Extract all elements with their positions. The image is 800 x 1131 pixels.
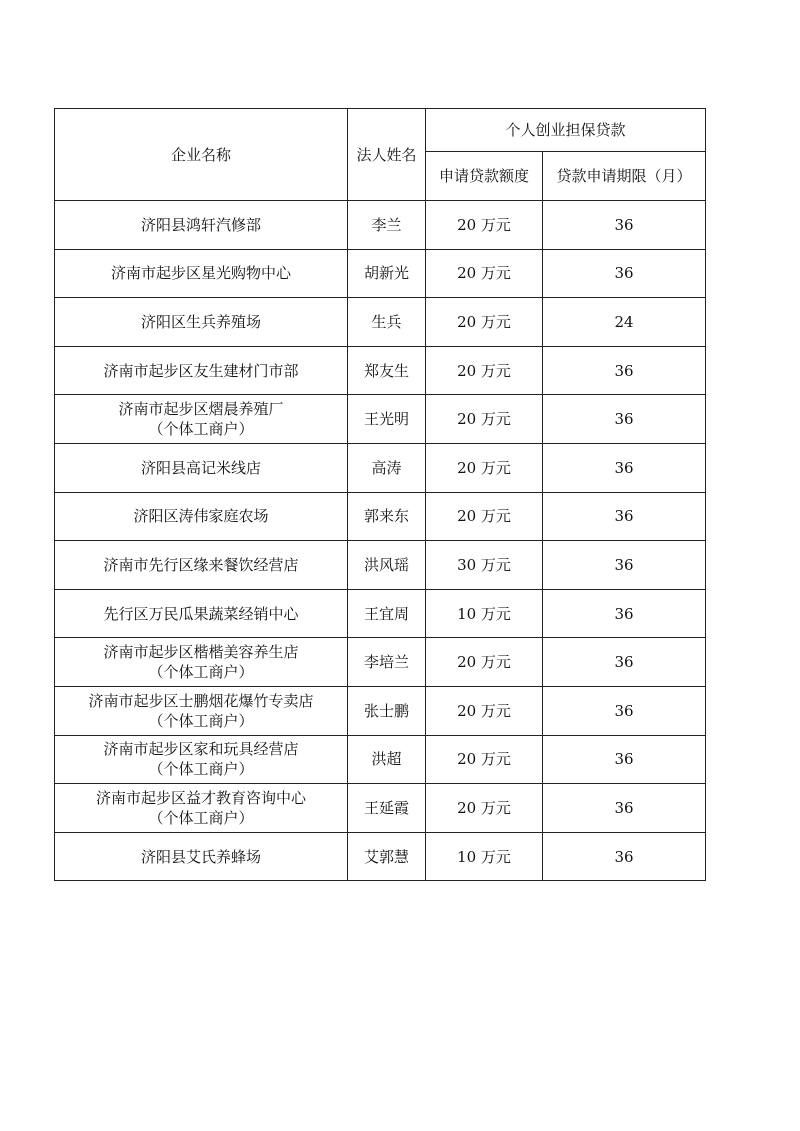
loan-amount-cell: 20 万元 (426, 298, 543, 347)
table-row (55, 686, 706, 735)
company-name-cell (55, 395, 348, 444)
loan-amount-cell: 20 万元 (426, 346, 543, 395)
header-loan-amount: 申请贷款额度 (426, 152, 543, 201)
company-name-cell (55, 443, 348, 492)
company-type-note: （个体工商户） (148, 760, 254, 779)
company-name: 济阳县高记米线店 (140, 458, 261, 477)
company-name: 先行区万民瓜果蔬菜经销中心 (103, 604, 299, 623)
table-body (55, 201, 706, 881)
loan-term-cell: 36 (543, 832, 706, 881)
legal-person-cell: 胡新光 (348, 249, 426, 298)
loan-term-cell: 36 (543, 638, 706, 687)
loan-amount-cell: 10 万元 (426, 832, 543, 881)
legal-person-cell: 王宜周 (348, 589, 426, 638)
table-row (55, 201, 706, 250)
legal-person-cell: 王光明 (348, 395, 426, 444)
loan-term-cell: 36 (543, 249, 706, 298)
legal-person-cell: 高涛 (348, 443, 426, 492)
header-company-name: 企业名称 (55, 109, 348, 201)
company-type-note: （个体工商户） (148, 711, 254, 730)
loan-table (54, 108, 706, 881)
legal-person-cell: 郑友生 (348, 346, 426, 395)
loan-amount-cell: 20 万元 (426, 492, 543, 541)
legal-person-cell: 洪超 (348, 735, 426, 784)
legal-person-cell: 生兵 (348, 298, 426, 347)
company-name-cell (55, 346, 348, 395)
loan-term-cell: 24 (543, 298, 706, 347)
company-name-cell (55, 735, 348, 784)
loan-amount-cell: 20 万元 (426, 686, 543, 735)
company-name: 济南市起步区楷楷美容养生店 (103, 643, 299, 662)
table-row (55, 541, 706, 590)
loan-term-cell: 36 (543, 443, 706, 492)
loan-term-cell: 36 (543, 492, 706, 541)
company-name: 济南市起步区友生建材门市部 (103, 361, 299, 380)
table-row (55, 443, 706, 492)
loan-amount-cell: 20 万元 (426, 249, 543, 298)
company-name: 济阳区生兵养殖场 (140, 312, 261, 331)
table-row (55, 735, 706, 784)
company-name-cell (55, 686, 348, 735)
legal-person-cell: 艾郭慧 (348, 832, 426, 881)
legal-person-cell: 李培兰 (348, 638, 426, 687)
company-name-cell (55, 201, 348, 250)
loan-term-cell: 36 (543, 201, 706, 250)
table-row (55, 395, 706, 444)
loan-term-cell: 36 (543, 735, 706, 784)
loan-amount-cell: 30 万元 (426, 541, 543, 590)
header-loan-term: 贷款申请期限（月） (543, 152, 706, 201)
company-name: 济南市起步区益才教育咨询中心 (95, 788, 306, 807)
company-name: 济南市起步区士鹏烟花爆竹专卖店 (88, 691, 314, 710)
loan-term-cell: 36 (543, 346, 706, 395)
header-legal-person: 法人姓名 (348, 109, 426, 201)
loan-amount-cell: 20 万元 (426, 735, 543, 784)
table-row (55, 832, 706, 881)
header-loan-group: 个人创业担保贷款 (426, 109, 706, 152)
legal-person-cell: 张士鹏 (348, 686, 426, 735)
table-row (55, 298, 706, 347)
loan-amount-cell: 10 万元 (426, 589, 543, 638)
table-row (55, 589, 706, 638)
company-name-cell (55, 784, 348, 833)
loan-term-cell: 36 (543, 784, 706, 833)
loan-amount-cell: 20 万元 (426, 784, 543, 833)
legal-person-cell: 王延霞 (348, 784, 426, 833)
table-row (55, 638, 706, 687)
legal-person-cell: 洪风瑶 (348, 541, 426, 590)
company-name-cell (55, 492, 348, 541)
loan-term-cell: 36 (543, 395, 706, 444)
loan-amount-cell: 20 万元 (426, 201, 543, 250)
loan-amount-cell: 20 万元 (426, 638, 543, 687)
company-name: 济阳区涛伟家庭农场 (133, 507, 269, 526)
table-row (55, 346, 706, 395)
company-name-cell (55, 298, 348, 347)
company-type-note: （个体工商户） (148, 808, 254, 827)
loan-amount-cell: 20 万元 (426, 443, 543, 492)
legal-person-cell: 郭来东 (348, 492, 426, 541)
legal-person-cell: 李兰 (348, 201, 426, 250)
company-type-note: （个体工商户） (148, 663, 254, 682)
company-name-cell (55, 249, 348, 298)
loan-term-cell: 36 (543, 589, 706, 638)
company-name: 济阳县鸿轩汽修部 (140, 215, 261, 234)
company-name-cell (55, 541, 348, 590)
company-name: 济阳县艾氏养蜂场 (140, 847, 261, 866)
loan-amount-cell: 20 万元 (426, 395, 543, 444)
loan-term-cell: 36 (543, 686, 706, 735)
loan-term-cell: 36 (543, 541, 706, 590)
company-name: 济南市先行区缘来餐饮经营店 (103, 555, 299, 574)
table-row (55, 249, 706, 298)
company-type-note: （个体工商户） (148, 420, 254, 439)
company-name-cell (55, 832, 348, 881)
table-row (55, 492, 706, 541)
table-row (55, 784, 706, 833)
company-name-cell (55, 589, 348, 638)
company-name: 济南市起步区家和玩具经营店 (103, 740, 299, 759)
company-name: 济南市起步区星光购物中心 (110, 264, 291, 283)
company-name-cell (55, 638, 348, 687)
company-name: 济南市起步区熠晨养殖厂 (118, 400, 284, 419)
